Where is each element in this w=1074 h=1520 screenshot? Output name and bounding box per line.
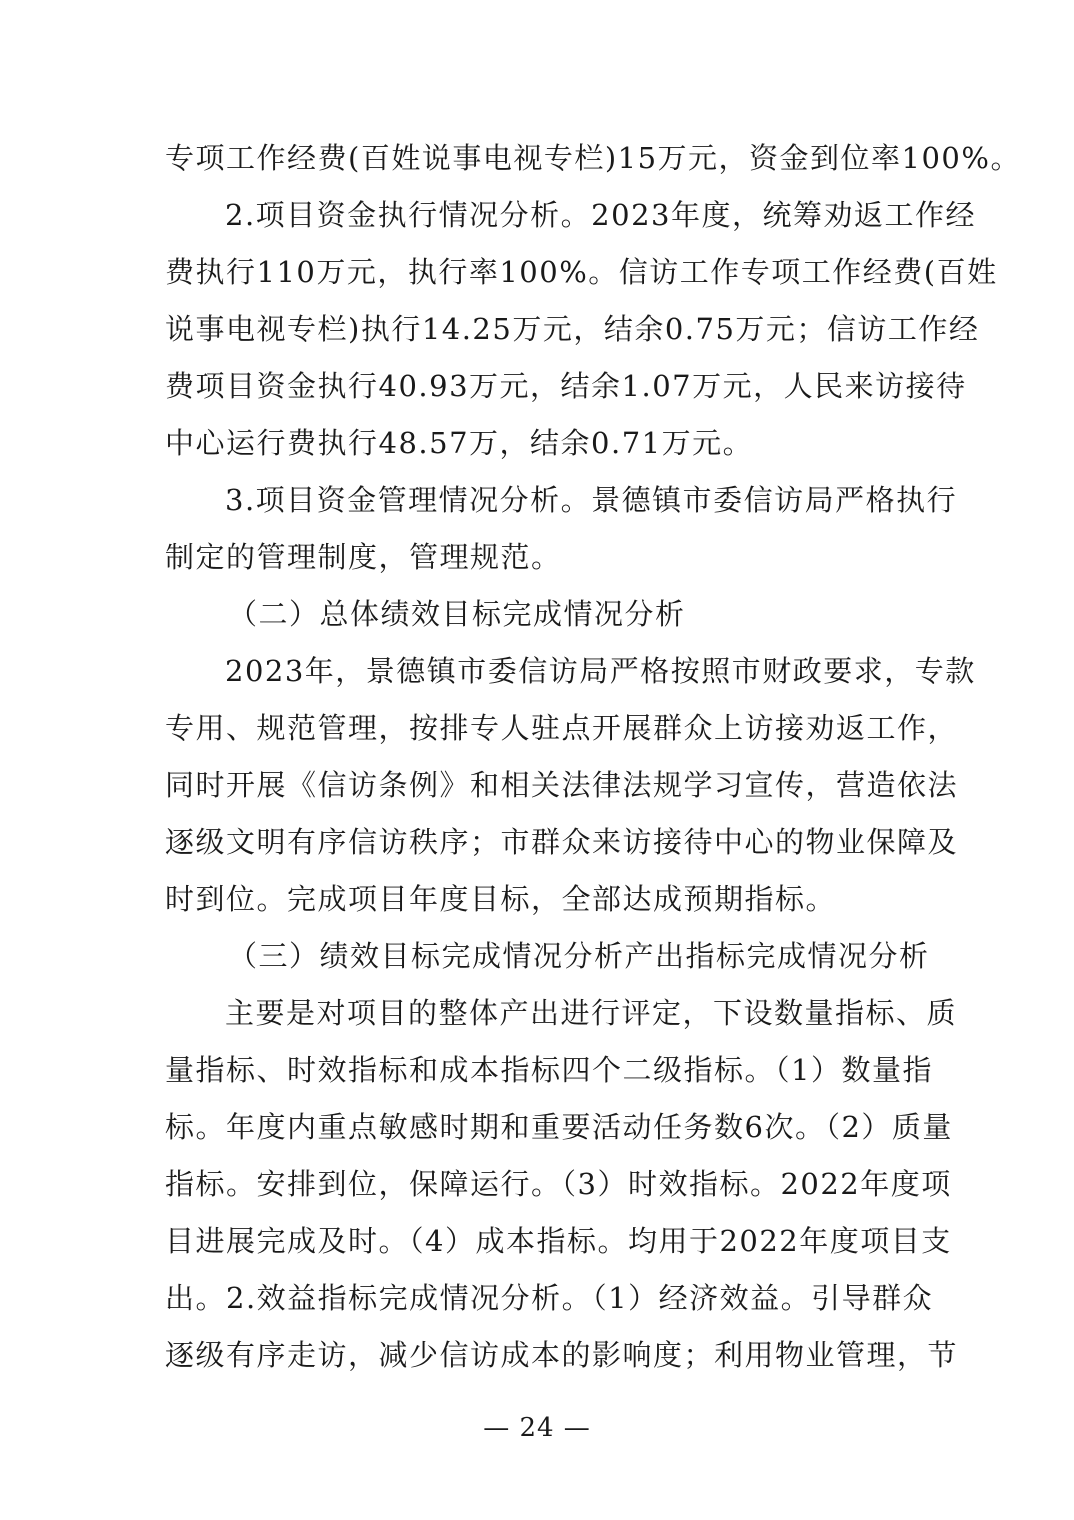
section-heading: （二）总体绩效目标完成情况分析	[228, 597, 686, 631]
text-line: 专项工作经费(百姓说事电视专栏)15万元，资金到位率100%。	[165, 141, 1021, 175]
text-line: 说事电视专栏)执行14.25万元，结余0.75万元；信访工作经	[165, 312, 980, 346]
text-line: 中心运行费执行48.57万，结余0.71万元。	[165, 426, 754, 460]
text-line: 同时开展《信访条例》和相关法律法规学习宣传，营造依法	[165, 768, 959, 802]
text-line: 2.项目资金执行情况分析。2023年度，统筹劝返工作经	[225, 198, 976, 232]
page-number: — 24 —	[483, 1413, 591, 1443]
text-line: 指标。安排到位，保障运行。（3）时效指标。2022年度项	[165, 1167, 952, 1201]
text-line: 出。2.效益指标完成情况分析。（1）经济效益。引导群众	[165, 1281, 934, 1315]
text-line: 2023年，景德镇市委信访局严格按照市财政要求，专款	[225, 654, 976, 688]
text-line: 时到位。完成项目年度目标，全部达成预期指标。	[165, 882, 837, 916]
text-line: 专用、规范管理，按排专人驻点开展群众上访接劝返工作，	[165, 711, 959, 745]
section-heading: （三）绩效目标完成情况分析产出指标完成情况分析	[228, 939, 930, 973]
text-line: 逐级文明有序信访秩序；市群众来访接待中心的物业保障及	[165, 825, 959, 859]
text-line: 制定的管理制度，管理规范。	[165, 540, 562, 574]
text-line: 3.项目资金管理情况分析。景德镇市委信访局严格执行	[225, 483, 958, 517]
text-line: 逐级有序走访，减少信访成本的影响度；利用物业管理，节	[165, 1338, 959, 1372]
text-line: 标。年度内重点敏感时期和重要活动任务数6次。（2）质量	[165, 1110, 953, 1144]
text-line: 主要是对项目的整体产出进行评定，下设数量指标、质	[225, 996, 958, 1030]
text-line: 费执行110万元，执行率100%。信访工作专项工作经费(百姓	[165, 255, 998, 289]
text-line: 量指标、时效指标和成本指标四个二级指标。（1）数量指	[165, 1053, 933, 1087]
text-line: 目进展完成及时。（4）成本指标。均用于2022年度项目支	[165, 1224, 952, 1258]
text-line: 费项目资金执行40.93万元，结余1.07万元，人民来访接待	[165, 369, 967, 403]
